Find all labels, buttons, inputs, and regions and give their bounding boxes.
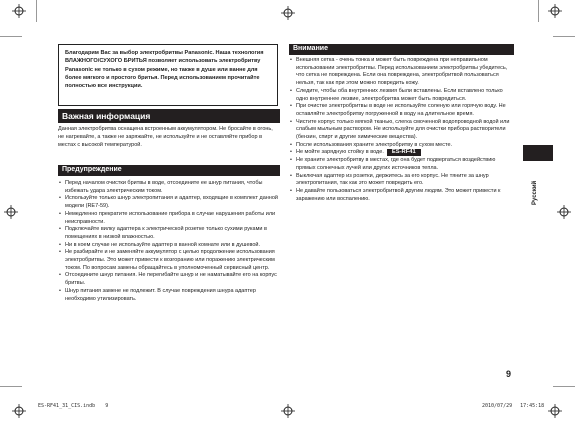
language-label: Русский	[532, 180, 538, 205]
crop-line-top-right-h	[553, 36, 575, 37]
registration-mark-bottom-center	[281, 404, 295, 418]
caution-item: • Не давайте пользоваться электробритвой другим людям. Это может привести к заражению или воспалению.	[289, 188, 514, 203]
warning-heading: Предупреждение	[58, 165, 280, 176]
crop-line-top-left-v	[36, 0, 37, 22]
warning-item: • Шнур питания замене не подлежит. В случае повреждения шнура адаптер необходимо утилизировать.	[58, 288, 280, 303]
model-badge: ES-RF41	[387, 149, 421, 156]
footer-date: 2010/07/29	[482, 403, 513, 409]
warning-item: • Не разбирайте и не заменяйте аккумулятор с целью продолжение использования электробритвы. Это может привести к возгоранию или поражению электрическим током. По вопросам замены обращайтесь в уполномоченный сервисный центр.	[58, 249, 280, 272]
registration-mark-top-right	[548, 4, 562, 18]
footer-file-name: ES-RF41_31_CIS.indb	[38, 403, 96, 409]
important-info-text: Данная электробритва оснащена встроенным аккумулятором. Не бросайте в огонь, не нагревайте, а также не заряжайте, не используйте и не оставляйте прибор в местах с высокой температурой.	[58, 126, 273, 149]
footer-time: 17:45:18	[520, 403, 545, 409]
registration-mark-top-left	[12, 4, 26, 18]
footer-timestamp	[482, 403, 544, 409]
caution-item: • Не храните электробритву в местах, где она будет подвергаться воздействию прямых солнечных лучей или других источников тепла.	[289, 157, 514, 172]
warning-item: • Подключайте вилку адаптера к электрической розетке только сухими руками в помещениях в низкой влажностью.	[58, 226, 280, 241]
caution-heading: Внимание	[289, 44, 514, 55]
footer-page: 9	[105, 403, 109, 409]
registration-mark-middle-right	[557, 205, 571, 219]
warning-item: • Перед началом очистки бритвы в воде, отсоедините ее шнур питания, чтобы избежать удара электрическим током.	[58, 180, 280, 195]
intro-notice-box: Благодарим Вас за выбор электробритвы Panasonic. Наша технология ВЛАЖНОГО/СУХОГО БРИТЬЯ позволяет использовать электробритву Panasonic не только в сухом режиме, но также в душе или ванне для более мягкого и простого бритья. Перед использованием прочитайте полностью все инструкции.	[58, 44, 278, 106]
charging-stand-text: Не мойте зарядную стойку в воде.	[296, 149, 384, 156]
warning-item: • Отсоедините шнур питания. Не перегибайте шнур и не наматывайте его на корпус бритвы.	[58, 272, 280, 287]
caution-item: • Выключая адаптер из розетки, держитесь за его корпус. Не тяните за шнур электропитания, так как это может повредить его.	[289, 173, 514, 188]
warning-list	[58, 180, 280, 303]
caution-list	[289, 57, 514, 203]
warning-item: • Ни в коем случае не используйте адаптер в ванной комнате или в душевой.	[58, 242, 280, 250]
registration-mark-bottom-right	[548, 404, 562, 418]
caution-item: • После использования храните электробритву в сухом месте.	[289, 142, 514, 150]
important-info-heading: Важная информация	[58, 109, 280, 123]
crop-line-top-right-v	[538, 0, 539, 22]
caution-item-charging-stand	[289, 149, 514, 157]
registration-mark-middle-left	[4, 205, 18, 219]
registration-mark-bottom-left	[12, 404, 26, 418]
crop-line-bottom-left-h	[0, 386, 22, 387]
caution-item: • Чистите корпус только мягкой тканью, слегка смоченной водопроводной водой или слабым мыльным раствором. Не используйте для очистки прибора растворители (бензин, спирт и другие химические вещества).	[289, 119, 514, 142]
footer-file-info	[38, 403, 108, 409]
language-tab	[523, 145, 553, 161]
crop-line-top-left-h	[0, 36, 22, 37]
page-number: 9	[506, 369, 512, 379]
caution-item: • Следите, чтобы оба внутренних лезвия были вставлены. Если вставлено только одно внутреннее лезвие, электробритва может быть повредиться.	[289, 88, 514, 103]
warning-item: • Используйте только шнур электропитания и адаптер, входящие в комплект данной модели (RE7-59).	[58, 195, 280, 210]
caution-item: • При очистке электробритвы в воде не используйте соленую или горячую воду. Не оставляйте электробритву погруженной в воду на длительное время.	[289, 103, 514, 118]
registration-mark-top-center	[281, 6, 295, 20]
caution-item: • Внешняя сетка - очень тонка и может быть повреждена при неправильном использовании электробритвы. Перед использованием электробритвы убедитесь, что сетка не повреждена. Если она повреждена, электробритвой пользоваться нельзя, так как при этом можно повредить кожу.	[289, 57, 514, 88]
warning-item: • Немедленно прекратите использование прибора в случае нарушения работы или неисправности.	[58, 211, 280, 226]
crop-line-bottom-right-h	[553, 386, 575, 387]
